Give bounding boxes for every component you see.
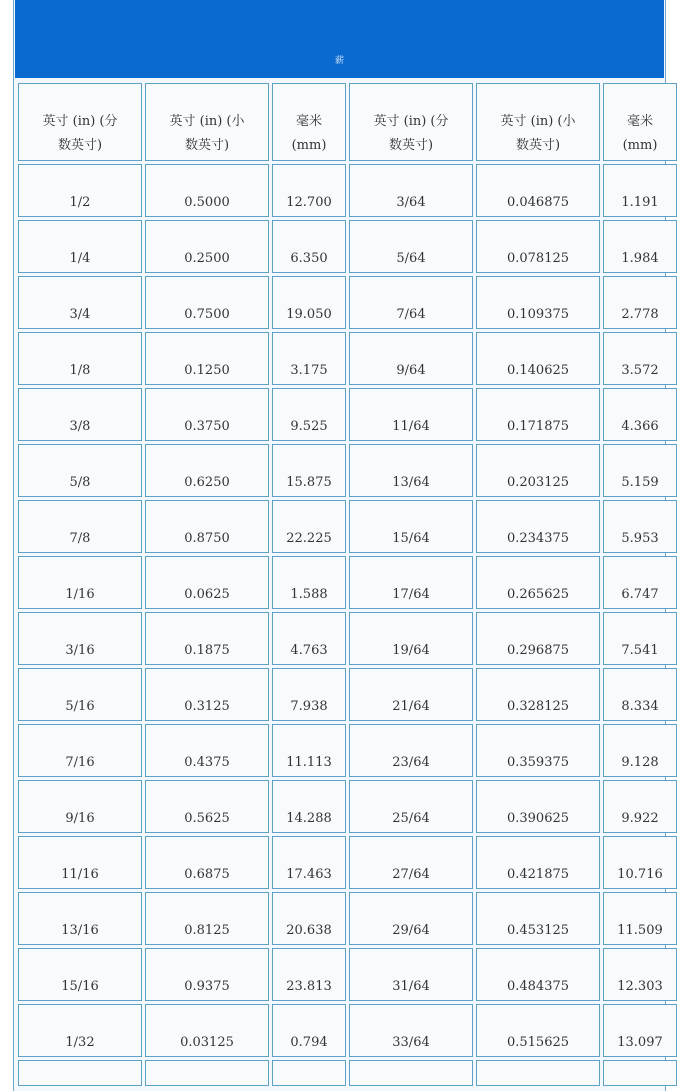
cell-millimeter: 20.638 — [272, 892, 346, 945]
cell-fraction-inch: 33/64 — [349, 1004, 473, 1057]
table-row — [18, 724, 677, 777]
table-row-partial — [18, 1060, 677, 1086]
cell-decimal-inch: 0.9375 — [145, 948, 269, 1001]
cell-fraction-inch: 31/64 — [349, 948, 473, 1001]
cell-millimeter: 14.288 — [272, 780, 346, 833]
cell-decimal-inch: 0.078125 — [476, 220, 600, 273]
header-text-line: 英寸 (in) (小 — [500, 114, 576, 129]
table-row — [18, 612, 677, 665]
cell-fraction-inch: 7/8 — [18, 500, 142, 553]
cell-decimal-inch: 0.6250 — [145, 444, 269, 497]
cell-millimeter: 6.747 — [603, 556, 677, 609]
header-text-line: 英寸 (in) (分 — [373, 114, 449, 129]
cell-fraction-inch: 1/8 — [18, 332, 142, 385]
cell-fraction-inch: 3/8 — [18, 388, 142, 441]
cell-fraction-inch: 5/8 — [18, 444, 142, 497]
header-text-line: (mm) — [291, 138, 327, 153]
table-row — [18, 780, 677, 833]
cell-millimeter: 4.366 — [603, 388, 677, 441]
table-row — [18, 276, 677, 329]
header-text-line: 数英寸) — [388, 138, 434, 153]
cell-fraction-inch: 15/16 — [18, 948, 142, 1001]
cell-millimeter: 9.525 — [272, 388, 346, 441]
cell-empty — [272, 1060, 346, 1086]
cell-millimeter: 1.588 — [272, 556, 346, 609]
cell-decimal-inch: 0.203125 — [476, 444, 600, 497]
cell-decimal-inch: 0.328125 — [476, 668, 600, 721]
cell-decimal-inch: 0.3125 — [145, 668, 269, 721]
cell-millimeter: 2.778 — [603, 276, 677, 329]
cell-decimal-inch: 0.7500 — [145, 276, 269, 329]
cell-fraction-inch: 11/16 — [18, 836, 142, 889]
table-row — [18, 220, 677, 273]
cell-decimal-inch: 0.234375 — [476, 500, 600, 553]
cell-empty — [18, 1060, 142, 1086]
cell-millimeter: 4.763 — [272, 612, 346, 665]
cell-decimal-inch: 0.171875 — [476, 388, 600, 441]
cell-fraction-inch: 5/64 — [349, 220, 473, 273]
cell-fraction-inch: 7/16 — [18, 724, 142, 777]
cell-decimal-inch: 0.1250 — [145, 332, 269, 385]
cell-decimal-inch: 0.484375 — [476, 948, 600, 1001]
cell-fraction-inch: 9/16 — [18, 780, 142, 833]
header-cell-fraction-inch — [18, 83, 142, 161]
cell-fraction-inch: 3/64 — [349, 164, 473, 217]
cell-millimeter: 22.225 — [272, 500, 346, 553]
table-row — [18, 500, 677, 553]
cell-fraction-inch: 29/64 — [349, 892, 473, 945]
table-row — [18, 556, 677, 609]
cell-millimeter: 19.050 — [272, 276, 346, 329]
cell-fraction-inch: 13/16 — [18, 892, 142, 945]
cell-millimeter: 23.813 — [272, 948, 346, 1001]
cell-decimal-inch: 0.265625 — [476, 556, 600, 609]
conversion-table — [15, 80, 680, 1089]
header-cell-millimeter — [272, 83, 346, 161]
header-text-line: 数英寸) — [57, 138, 103, 153]
cell-fraction-inch: 1/32 — [18, 1004, 142, 1057]
cell-millimeter: 0.794 — [272, 1004, 346, 1057]
cell-decimal-inch: 0.3750 — [145, 388, 269, 441]
header-cell-decimal-inch — [476, 83, 600, 161]
table-row — [18, 332, 677, 385]
table-row — [18, 668, 677, 721]
table-row — [18, 388, 677, 441]
cell-fraction-inch: 5/16 — [18, 668, 142, 721]
header-cell-decimal-inch — [145, 83, 269, 161]
table-header-row — [18, 83, 677, 161]
table-row — [18, 444, 677, 497]
table-row — [18, 948, 677, 1001]
header-text-line: 毫米 — [626, 114, 653, 129]
cell-decimal-inch: 0.421875 — [476, 836, 600, 889]
cell-fraction-inch: 25/64 — [349, 780, 473, 833]
cell-decimal-inch: 0.5625 — [145, 780, 269, 833]
table-row — [18, 892, 677, 945]
cell-millimeter: 5.953 — [603, 500, 677, 553]
cell-empty — [349, 1060, 473, 1086]
cell-millimeter: 1.984 — [603, 220, 677, 273]
cell-fraction-inch: 21/64 — [349, 668, 473, 721]
cell-decimal-inch: 0.1875 — [145, 612, 269, 665]
cell-decimal-inch: 0.296875 — [476, 612, 600, 665]
cell-fraction-inch: 11/64 — [349, 388, 473, 441]
cell-fraction-inch: 15/64 — [349, 500, 473, 553]
cell-fraction-inch: 17/64 — [349, 556, 473, 609]
cell-empty — [145, 1060, 269, 1086]
cell-empty — [603, 1060, 677, 1086]
cell-millimeter: 7.938 — [272, 668, 346, 721]
cell-decimal-inch: 0.8750 — [145, 500, 269, 553]
cell-millimeter: 3.572 — [603, 332, 677, 385]
cell-millimeter: 9.922 — [603, 780, 677, 833]
banner-text: 薪 — [334, 56, 344, 66]
cell-millimeter: 12.700 — [272, 164, 346, 217]
cell-decimal-inch: 0.5000 — [145, 164, 269, 217]
cell-fraction-inch: 23/64 — [349, 724, 473, 777]
cell-fraction-inch: 3/16 — [18, 612, 142, 665]
cell-millimeter: 9.128 — [603, 724, 677, 777]
cell-decimal-inch: 0.8125 — [145, 892, 269, 945]
cell-decimal-inch: 0.140625 — [476, 332, 600, 385]
cell-millimeter: 7.541 — [603, 612, 677, 665]
header-text-line: (mm) — [622, 138, 658, 153]
cell-fraction-inch: 9/64 — [349, 332, 473, 385]
cell-millimeter: 8.334 — [603, 668, 677, 721]
cell-fraction-inch: 19/64 — [349, 612, 473, 665]
cell-fraction-inch: 7/64 — [349, 276, 473, 329]
cell-fraction-inch: 13/64 — [349, 444, 473, 497]
cell-fraction-inch: 3/4 — [18, 276, 142, 329]
table-row — [18, 836, 677, 889]
header-text-line: 英寸 (in) (小 — [169, 114, 245, 129]
cell-decimal-inch: 0.6875 — [145, 836, 269, 889]
header-banner — [15, 0, 664, 78]
cell-millimeter: 5.159 — [603, 444, 677, 497]
cell-fraction-inch: 27/64 — [349, 836, 473, 889]
header-text-line: 数英寸) — [184, 138, 230, 153]
cell-millimeter: 10.716 — [603, 836, 677, 889]
cell-decimal-inch: 0.046875 — [476, 164, 600, 217]
table-row — [18, 1004, 677, 1057]
cell-decimal-inch: 0.4375 — [145, 724, 269, 777]
cell-decimal-inch: 0.03125 — [145, 1004, 269, 1057]
cell-millimeter: 15.875 — [272, 444, 346, 497]
cell-fraction-inch: 1/2 — [18, 164, 142, 217]
cell-decimal-inch: 0.515625 — [476, 1004, 600, 1057]
cell-decimal-inch: 0.2500 — [145, 220, 269, 273]
cell-millimeter: 6.350 — [272, 220, 346, 273]
cell-empty — [476, 1060, 600, 1086]
cell-millimeter: 17.463 — [272, 836, 346, 889]
cell-millimeter: 3.175 — [272, 332, 346, 385]
header-text-line: 毫米 — [295, 114, 322, 129]
header-text-line: 数英寸) — [515, 138, 561, 153]
cell-millimeter: 11.113 — [272, 724, 346, 777]
cell-decimal-inch: 0.359375 — [476, 724, 600, 777]
cell-decimal-inch: 0.0625 — [145, 556, 269, 609]
cell-fraction-inch: 1/4 — [18, 220, 142, 273]
table-row — [18, 164, 677, 217]
cell-decimal-inch: 0.453125 — [476, 892, 600, 945]
header-cell-fraction-inch — [349, 83, 473, 161]
header-text-line: 英寸 (in) (分 — [42, 114, 118, 129]
cell-millimeter: 12.303 — [603, 948, 677, 1001]
cell-fraction-inch: 1/16 — [18, 556, 142, 609]
cell-millimeter: 13.097 — [603, 1004, 677, 1057]
cell-decimal-inch: 0.390625 — [476, 780, 600, 833]
cell-millimeter: 1.191 — [603, 164, 677, 217]
header-cell-millimeter — [603, 83, 677, 161]
cell-millimeter: 11.509 — [603, 892, 677, 945]
cell-decimal-inch: 0.109375 — [476, 276, 600, 329]
